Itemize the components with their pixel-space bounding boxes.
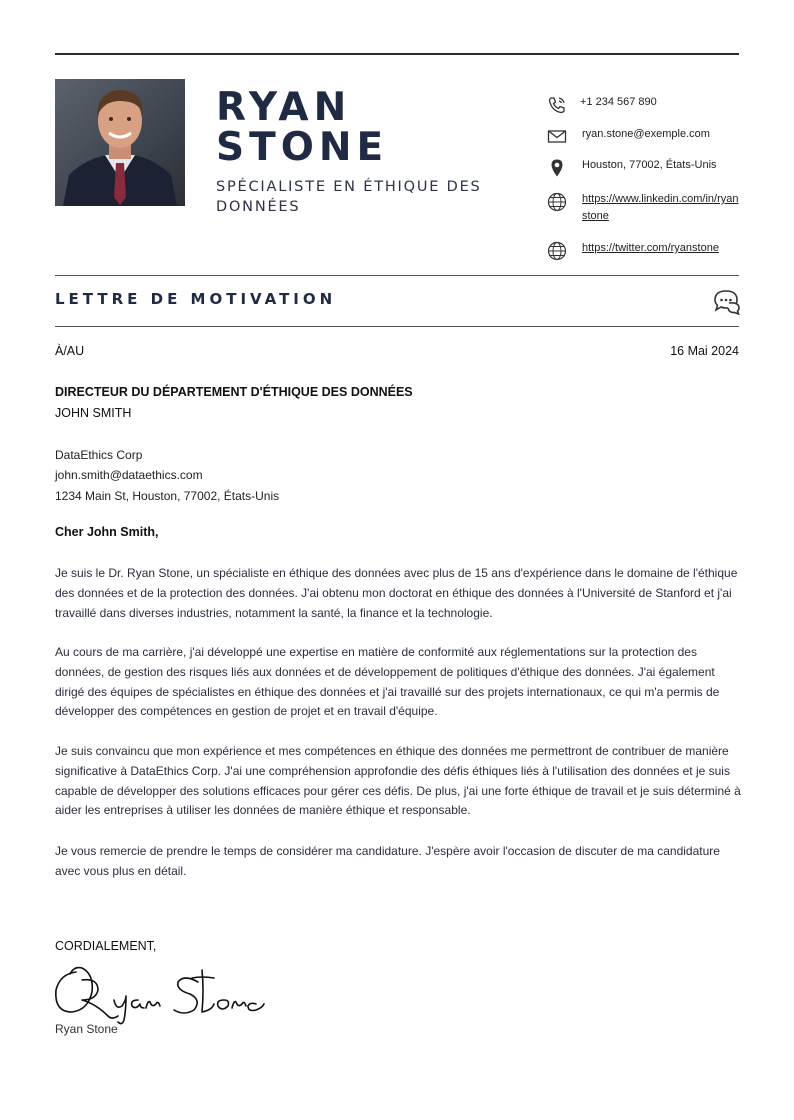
envelope-icon <box>546 126 568 148</box>
candidate-name <box>216 85 389 170</box>
top-divider <box>55 53 739 55</box>
recipient-to-label: À/AU <box>55 344 85 358</box>
recipient-company: DataEthics Corp <box>55 448 143 462</box>
profile-photo <box>55 79 185 206</box>
email-address: ryan.stone@exemple.com <box>582 128 710 140</box>
letter-date: 16 Mai 2024 <box>670 344 739 358</box>
globe-icon <box>546 191 568 213</box>
recipient-title: DIRECTEUR DU DÉPARTEMENT D'ÉTHIQUE DES DONNÉES <box>55 385 413 399</box>
closing: CORDIALEMENT, <box>55 939 157 953</box>
chat-bubbles-icon <box>713 289 741 315</box>
phone-icon <box>546 94 568 116</box>
handwritten-signature <box>52 960 272 1026</box>
map-pin-icon <box>546 157 568 179</box>
letter-paragraph: Je vous remercie de prendre le temps de considérer ma candidature. J'espère avoir l'occasion de discuter de ma candidature avec vous plus en détail. <box>55 844 720 878</box>
twitter-link[interactable]: https://twitter.com/ryanstone <box>582 242 719 254</box>
recipient-email: john.smith@dataethics.com <box>55 468 203 483</box>
letter-paragraph: Je suis convaincu que mon expérience et mes compétences en éthique des données me permettront de contribuer de manière significative à DataEthics Corp. J'ai une compréhension approfondie des défis éthiques liés à l'utilisation des données et je suis capable de développer des solutions efficaces pour gérer ces défis. De plus, j'ai une forte éthique de travail et je suis déterminé à aider les entreprises à utiliser les données de manière éthique et responsable. <box>55 744 741 818</box>
job-title: SPÉCIALISTE EN ÉTHIQUE DES DONNÉES <box>216 179 482 215</box>
recipient-company-block <box>55 445 279 506</box>
section-title: LETTRE DE MOTIVATION <box>55 290 337 308</box>
section-divider-top <box>55 275 739 276</box>
recipient-address: 1234 Main St, Houston, 77002, États-Unis <box>55 488 280 503</box>
globe-icon <box>546 240 568 262</box>
letter-paragraph: Je suis le Dr. Ryan Stone, un spécialiste en éthique des données avec plus de 15 ans d'expérience dans le domaine de l'éthique des données et de la protection des données. J'ai obtenu mon doctorat en éthique des données à l'Université de Stanford et j'ai travaillé dans diverses industries, notamment la santé, la finance et la technologie. <box>55 566 738 620</box>
first-name: RYAN <box>216 85 352 130</box>
greeting: Cher John Smith, <box>55 525 159 539</box>
phone-number: +1 234 567 890 <box>580 96 657 108</box>
section-divider-bottom <box>55 326 739 327</box>
address-text: Houston, 77002, États-Unis <box>582 159 717 171</box>
letter-paragraph: Au cours de ma carrière, j'ai développé une expertise en matière de conformité aux réglementations sur la protection des données, de gestion des risques liés aux données et de développement de politiques d'éthique des données. J'ai également dirigé des équipes de spécialistes en éthique des données et j'ai travaillé sur des projets internationaux, ce qui m'a permis de développer des compétences en gestion de projet et en travail d'équipe. <box>55 645 720 719</box>
last-name: STONE <box>216 125 389 170</box>
linkedin-link[interactable]: https://www.linkedin.com/in/ryanstone <box>582 193 739 222</box>
recipient-name: JOHN SMITH <box>55 406 132 420</box>
signature-name: Ryan Stone <box>55 1022 118 1036</box>
